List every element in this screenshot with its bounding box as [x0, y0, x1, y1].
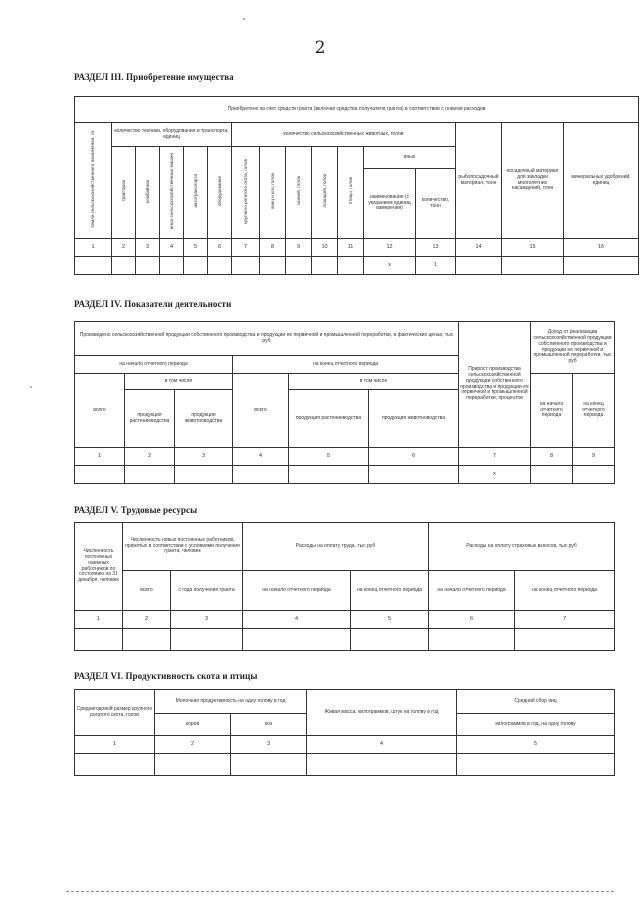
page-number: 2 — [314, 38, 326, 58]
s4-num: 6 — [369, 448, 459, 466]
s4-num: 1 — [75, 448, 125, 466]
s3-col-agri-machines: иных сельскохозяйственных машин — [168, 152, 174, 230]
s3-col-pigs: свиней, голов — [295, 176, 301, 206]
s6-col-milk-goats: коз — [231, 714, 307, 736]
s5-data-row — [75, 629, 615, 651]
s4-cell-x: x — [459, 466, 531, 484]
s3-data-row — [75, 257, 639, 275]
s4-col-growth: Прирост производства сельскохозяйственной продукции собственного производства и продукции ее первичной и промышленной переработки, процентов — [459, 322, 531, 448]
section-6-table — [74, 689, 615, 776]
s4-number-row — [75, 448, 615, 466]
s3-col-seeds: посадочный материал для закладки многолетних насаждений, тонн — [502, 123, 564, 239]
s4-num: 4 — [233, 448, 289, 466]
scan-speck — [243, 18, 245, 20]
section-4-title: РАЗДЕЛ IV. Показатели деятельности — [74, 299, 232, 309]
s4-col-total-1: всего — [75, 374, 125, 448]
s3-col-tractors: тракторов — [120, 180, 126, 202]
s3-num: 16 — [564, 239, 639, 257]
s5-num: 4 — [243, 611, 351, 629]
s6-num: 5 — [457, 736, 615, 754]
s5-num: 2 — [123, 611, 171, 629]
s5-col-jobs-total: всего — [123, 571, 171, 611]
section-4-table — [74, 321, 615, 484]
s3-col-equipment: оборудования — [216, 176, 222, 207]
s5-num: 3 — [171, 611, 243, 629]
s5-col-social-start: на начало отчетного периода — [429, 571, 515, 611]
s6-col-meat: Живая масса, килограммов, штук на голову в год — [307, 690, 457, 736]
s3-num: 7 — [232, 239, 260, 257]
footer-line — [66, 891, 614, 892]
s5-group-payroll: Расходы на оплату труда, тыс руб — [243, 523, 429, 571]
s5-group-new-jobs: Численность новых постоянных работников, принятых в соответствии с условиями получения гранта, человек — [123, 523, 243, 571]
s3-num: 15 — [502, 239, 564, 257]
s5-num: 5 — [351, 611, 429, 629]
s3-col-transport: автотранспорта — [192, 174, 198, 208]
s4-num: 3 — [175, 448, 233, 466]
s3-col-combines: комбайнов — [144, 179, 150, 203]
s4-col-livestock-1: продукция животноводства — [175, 390, 233, 448]
s5-num: 6 — [429, 611, 515, 629]
s3-cell-x: x — [364, 257, 416, 275]
section-3-title: РАЗДЕЛ III. Приобретение имущества — [74, 72, 234, 82]
scan-speck — [30, 386, 32, 388]
s6-num: 2 — [155, 736, 231, 754]
s3-group-animals: количество сельскохозяйственных животных, голов — [232, 123, 456, 147]
s3-num: 5 — [184, 239, 208, 257]
s6-num: 1 — [75, 736, 155, 754]
s6-num: 4 — [307, 736, 457, 754]
s4-col-total-2: всего — [233, 374, 289, 448]
s4-col-livestock-2: продукция животноводства — [369, 390, 459, 448]
s3-num: 9 — [286, 239, 312, 257]
s3-col-fertilizers: минеральных удобрений, единиц — [564, 123, 639, 239]
s4-num: 7 — [459, 448, 531, 466]
s6-num: 3 — [231, 736, 307, 754]
s6-data-row — [75, 754, 615, 776]
s4-col-income-end: на конец отчетного периода — [573, 374, 615, 448]
s3-num: 11 — [338, 239, 364, 257]
s3-num: 14 — [456, 239, 502, 257]
s3-col-other-qty: количество, тонн — [416, 169, 456, 239]
s3-num: 12 — [364, 239, 416, 257]
s4-sub-end: на конец отчетного периода — [233, 356, 459, 374]
s3-num: 10 — [312, 239, 338, 257]
s3-num: 13 — [416, 239, 456, 257]
s4-num: 9 — [573, 448, 615, 466]
s5-col-payroll-start: на начало отчетного периода — [243, 571, 351, 611]
s4-header-volume: Произведено сельскохозяйственной продукции собственного производства и продукции ее первичной и промышленной переработки, в фактических ценах, тыс руб — [75, 322, 459, 356]
s4-num: 5 — [289, 448, 369, 466]
s5-col-jobs-grant: с года получения гранта — [171, 571, 243, 611]
s5-number-row — [75, 611, 615, 629]
s4-data-row — [75, 466, 615, 484]
s3-col-fishing: рыбопосадочный материал, тонн — [456, 123, 502, 239]
s5-col-social-end: на конец отчетного периода — [515, 571, 615, 611]
s3-num: 1 — [75, 239, 112, 257]
s6-col-herd: Среднегодовой размер крупного рогатого скота, голов — [75, 690, 155, 736]
s3-num: 2 — [112, 239, 136, 257]
s3-num: 4 — [160, 239, 184, 257]
s3-num: 8 — [260, 239, 286, 257]
s3-num: 3 — [136, 239, 160, 257]
s4-col-crop-1: продукция растениеводства — [125, 390, 175, 448]
s4-header-income: Доход от реализации сельскохозяйственной продукции собственного производства и продукции ее первичной и промышленной переработки, тыс руб — [531, 322, 615, 374]
s6-group-milk: Молочная продуктивность на одну голову в год — [155, 690, 307, 714]
section-6-title: РАЗДЕЛ VI. Продуктивность скота и птицы — [74, 671, 258, 681]
s6-group-eggs: Средний сбор яиц — [457, 690, 615, 714]
s4-num: 2 — [125, 448, 175, 466]
s5-group-social: Расходы на оплату страховых взносов, тыс руб — [429, 523, 615, 571]
s5-col-payroll-end: на конец отчетного периода — [351, 571, 429, 611]
section-5-table — [74, 522, 615, 651]
s4-incl-1: в том числе — [125, 374, 233, 390]
s3-col-other-name: наименование (с указанием единиц измерения) — [364, 169, 416, 239]
s3-num: 6 — [208, 239, 232, 257]
s3-col-cattle: крупного рогатого скота, голов — [242, 158, 248, 224]
s6-col-milk-cows: коров — [155, 714, 231, 736]
section-3-table — [74, 96, 639, 275]
s3-col-sheep-goats: овец и коз, голов — [269, 173, 275, 210]
s5-num: 1 — [75, 611, 123, 629]
s3-cell-1: 1 — [416, 257, 456, 275]
s3-col-poultry: птицы, голов — [347, 177, 353, 205]
s3-group-machinery: количество техники, оборудования и транспорта, единиц — [112, 123, 232, 147]
s5-col-headcount: Численность постоянных наемных работников по состоянию на 31 декабря, человек — [75, 523, 123, 611]
s4-col-income-start: на начало отчетного периода — [531, 374, 573, 448]
s6-number-row — [75, 736, 615, 754]
s6-col-eggs: килограммов в год, на одну голову — [457, 714, 615, 736]
s5-num: 7 — [515, 611, 615, 629]
s3-group-other: иных — [364, 147, 456, 169]
s3-header-main: Приобретено за счет средств гранта (включая средства получателя гранта) в соответствии с планом расходов — [75, 97, 639, 123]
s3-col-land: земли сельскохозяйственного назначения, га — [90, 130, 96, 228]
s3-number-row — [75, 239, 639, 257]
s4-incl-2: в том числе — [289, 374, 459, 390]
s4-num: 8 — [531, 448, 573, 466]
s4-col-crop-2: продукция растениеводства — [289, 390, 369, 448]
s3-col-horses: лошадей, голов — [321, 174, 327, 208]
section-5-title: РАЗДЕЛ V. Трудовые ресурсы — [74, 505, 198, 515]
s4-sub-start: на начало отчетного периода — [75, 356, 233, 374]
